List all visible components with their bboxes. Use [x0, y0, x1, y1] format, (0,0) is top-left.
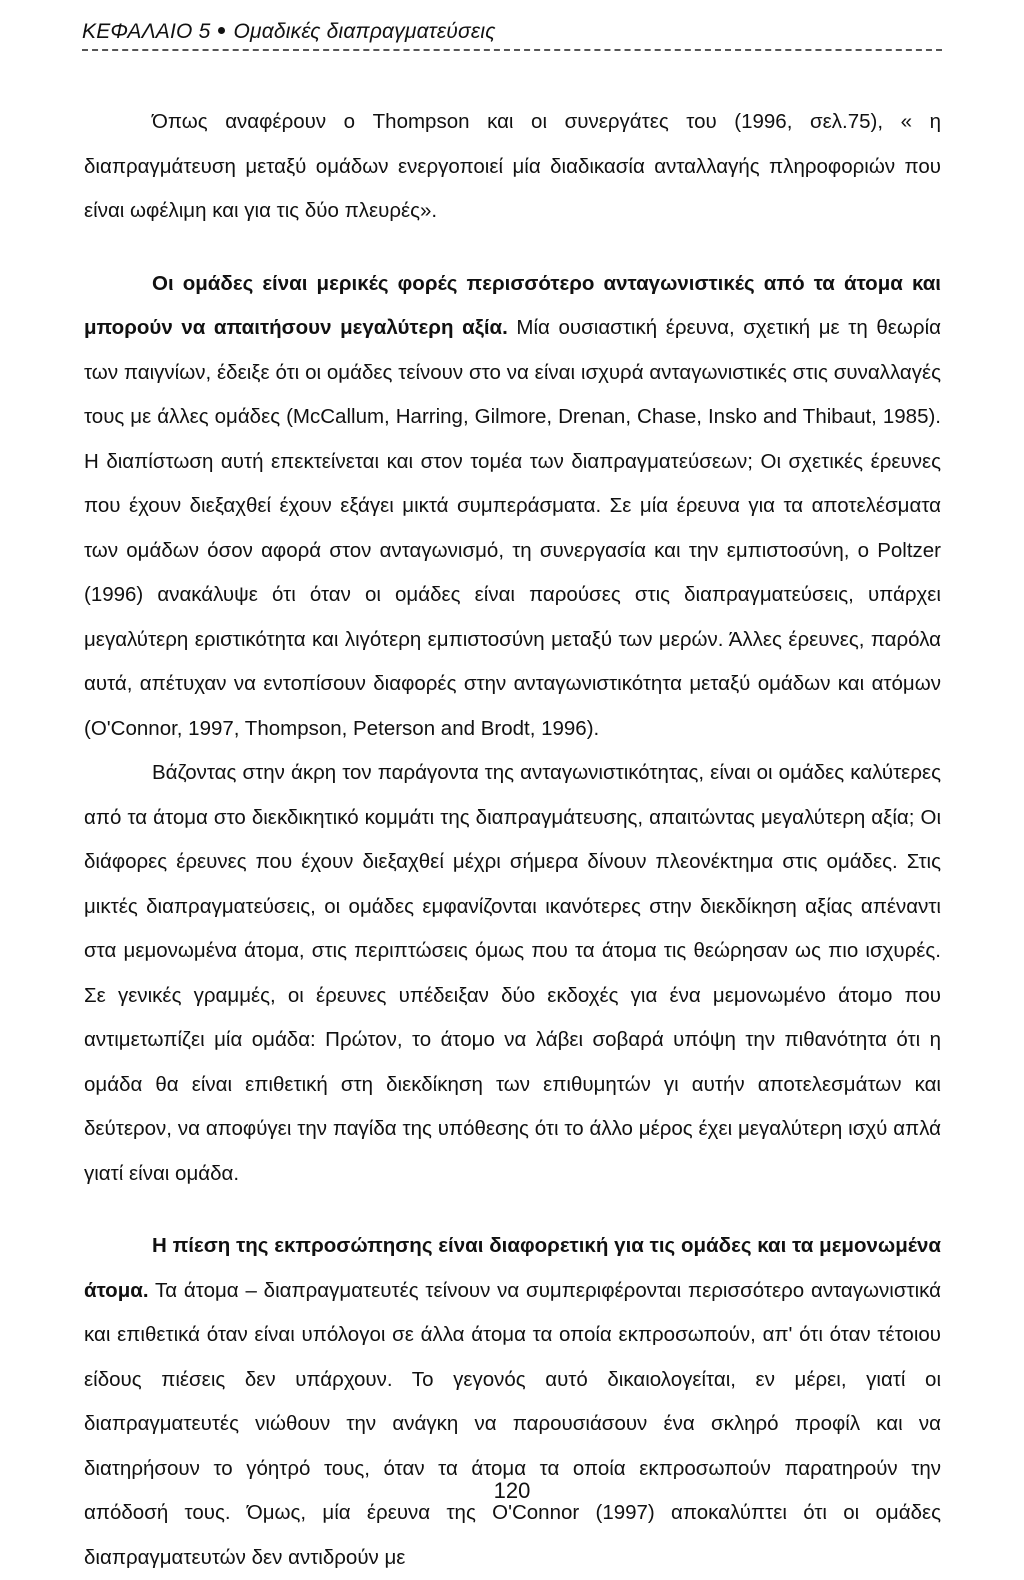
paragraph-2-heading: Οι ομάδες είναι μερικές φορές περισσότερο ανταγωνιστικές από τα άτομα και μπορούν να απαιτήσουν μεγαλύτερη αξία. [84, 271, 941, 339]
paragraph-3-text: Βάζοντας στην άκρη τον παράγοντα της ανταγωνιστικότητας, είναι οι ομάδες καλύτερες από τα άτομα στο διεκδικητικό κομμάτι της διαπραγμάτευσης, απαιτώντας μεγαλύτερη αξία; Οι διάφορες έρευνες που έχουν διεξαχθεί μέχρι σήμερα δίνουν πλεονέκτημα στις ομάδες. Στις μικτές διαπραγματεύσεις, οι ομάδες εμφανίζονται ικανότερες στην διεκδίκηση αξίας απέναντι στα μεμονωμένα άτομα, στις περιπτώσεις όμως που τα άτομα τις θεώρησαν ως πιο ισχυρές. Σε γενικές γραμμές, οι έρευνες υπέδειξαν δύο εκδοχές για ένα μεμονωμένο άτομο που αντιμετωπίζει μία ομάδα: Πρώτον, το άτομο να λάβει σοβαρά υπόψη την πιθανότητα ότι η ομάδα θα είναι επιθετική στη διεκδίκηση των επιθυμητών γι αυτήν αποτελεσμάτων και δεύτερον, να αποφύγει την παγίδα της υπόθεσης ότι το άλλο μέρος έχει μεγαλύτερη ισχύ απλά γιατί είναι ομάδα. [84, 761, 941, 1185]
bullet-separator [218, 27, 225, 34]
paragraph-1 [84, 100, 941, 234]
paragraph-1-text: Όπως αναφέρουν ο Thompson και οι συνεργάτες του (1996, σελ.75), « η διαπραγμάτευση μεταξύ ομάδων ενεργοποιεί μία διαδικασία ανταλλαγής πληροφοριών που είναι ωφέλιμη και για τις δύο πλευρές». [84, 110, 941, 222]
paragraph-4 [84, 1224, 941, 1580]
chapter-label: ΚΕΦΑΛΑΙΟ 5 [82, 20, 211, 43]
running-header [82, 20, 942, 50]
page-number: 120 [493, 1478, 531, 1503]
paragraph-4-heading: Η πίεση της εκπροσώπησης είναι διαφορετική για τις ομάδες και τα μεμονωμένα άτομα. [84, 1234, 941, 1302]
paragraph-2 [84, 262, 941, 752]
paragraph-4-text: Τα άτομα – διαπραγματευτές τείνουν να συμπεριφέρονται περισσότερο ανταγωνιστικά και επιθετικά όταν είναι υπόλογοι σε άλλα άτομα τα οποία εκπροσωπούν, απ' ότι όταν τέτοιου είδους πιέσεις δεν υπάρχουν. Το γεγονός αυτό δικαιολογείται, εν μέρει, γιατί οι διαπραγματευτές νιώθουν την ανάγκη να παρουσιάσουν ένα σκληρό προφίλ και να διατηρήσουν το γόητρό τους, όταν τα άτομα τα οποία εκπροσωπούν παρατηρούν την απόδοσή τους. Όμως, μία έρευνα της O'Connor (1997) αποκαλύπτει ότι οι ομάδες διαπραγματευτών δεν αντιδρούν με [84, 1278, 941, 1569]
header-divider [82, 49, 942, 51]
section-title: Ομαδικές διαπραγματεύσεις [233, 20, 496, 43]
paragraph-3 [84, 751, 941, 1196]
paragraph-2-text: Μία ουσιαστική έρευνα, σχετική με τη θεωρία των παιγνίων, έδειξε ότι οι ομάδες τείνουν στο να είναι ισχυρά ανταγωνιστικές στις συναλλαγές τους με άλλες ομάδες (McCallum, Harring, Gilmore, Drenan, Chase, Insko and Thibaut, 1985). Η διαπίστωση αυτή επεκτείνεται και στον τομέα των διαπραγματεύσεων; Οι σχετικές έρευνες που έχουν διεξαχθεί έχουν εξάγει μικτά συμπεράσματα. Σε μία έρευνα για τα αποτελέσματα των ομάδων όσον αφορά στον ανταγωνισμό, τη συνεργασία και την εμπιστοσύνη, ο Poltzer (1996) ανακάλυψε ότι όταν οι ομάδες είναι παρούσες στις διαπραγματεύσεις, υπάρχει μεγαλύτερη εριστικότητα και λιγότερη εμπιστοσύνη μεταξύ των μερών. Άλλες έρευνες, παρόλα αυτά, απέτυχαν να εντοπίσουν διαφορές στην ανταγωνιστικότητα μεταξύ ομάδων και ατόμων (O'Connor, 1997, Thompson, Peterson and Brodt, 1996). [84, 316, 941, 740]
body-text [84, 100, 941, 1580]
